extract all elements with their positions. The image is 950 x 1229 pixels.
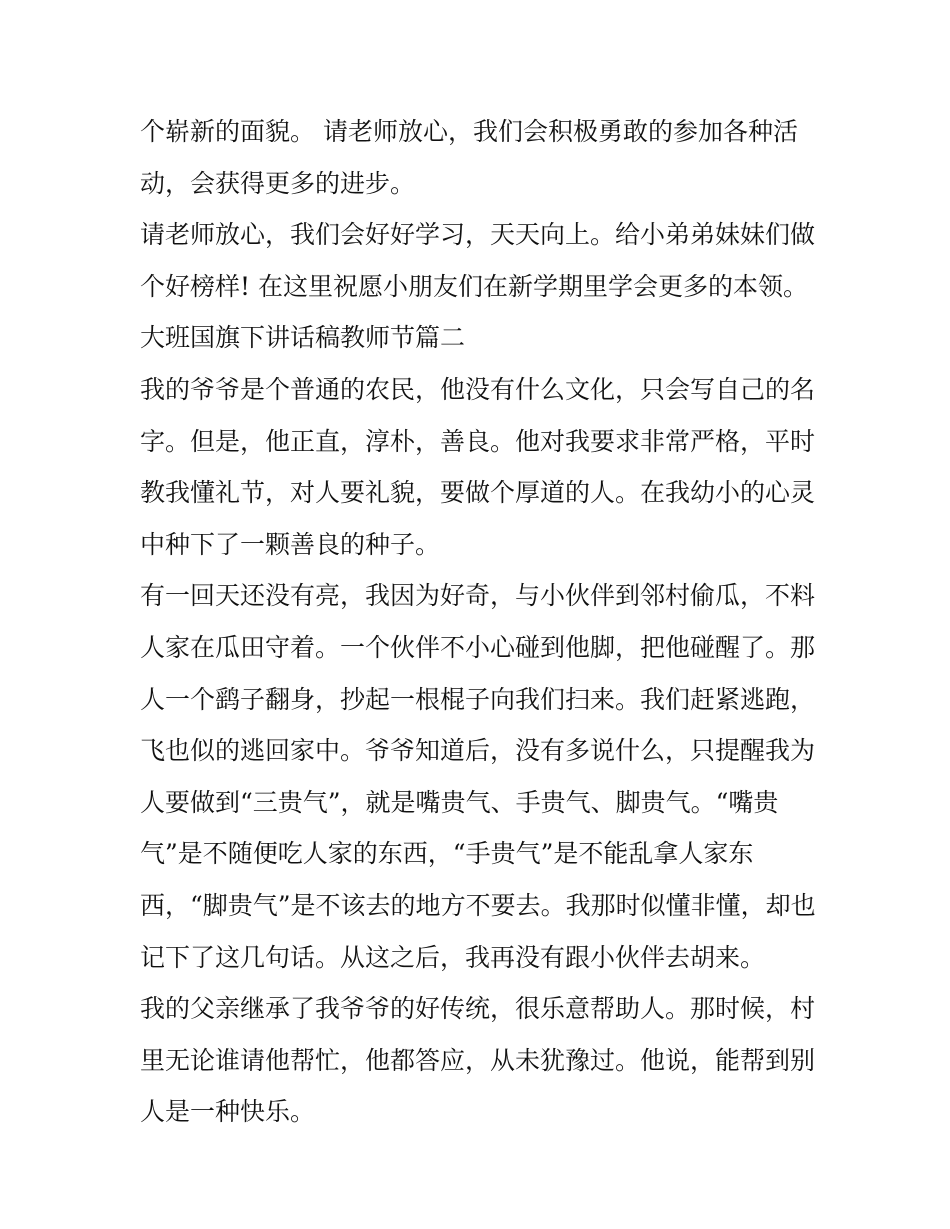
text-line: 人是一种快乐。: [140, 1097, 316, 1127]
text-line: 飞也似的逃回家中。爷爷知道后，没有多说什么，只提醒我为: [140, 736, 816, 766]
text-line: 教我懂礼节，对人要礼貌，要做个厚道的人。在我幼小的心灵: [140, 478, 816, 508]
text-line: 里无论谁请他帮忙，他都答应，从未犹豫过。他说，能帮到别: [140, 1045, 816, 1075]
text-line: 我的父亲继承了我爷爷的好传统，很乐意帮助人。那时候，村: [140, 994, 816, 1024]
text-line: 人家在瓜田守着。一个伙伴不小心碰到他脚，把他碰醒了。那: [140, 632, 816, 662]
text-line: 记下了这几句话。从这之后，我再没有跟小伙伴去胡来。: [140, 942, 766, 972]
text-line: 西，“脚贵气”是不该去的地方不要去。我那时似懂非懂，却也: [140, 890, 816, 920]
text-line: 字。但是，他正直，淳朴，善良。他对我要求非常严格，平时: [140, 426, 816, 456]
text-line: 有一回天还没有亮，我因为好奇，与小伙伴到邻村偷瓜，不料: [140, 581, 816, 611]
section-heading: 大班国旗下讲话稿教师节篇二: [140, 323, 466, 353]
text-line: 请老师放心，我们会好好学习，天天向上。给小弟弟妹妹们做: [140, 220, 816, 250]
text-line: 人一个鹞子翻身，抄起一根棍子向我们扫来。我们赶紧逃跑，: [140, 684, 816, 714]
text-line: 个崭新的面貌。 请老师放心，我们会积极勇敢的参加各种活: [140, 117, 798, 146]
document-body: [140, 106, 820, 1138]
text-line: 动，会获得更多的进步。: [140, 168, 416, 198]
text-line: 个好榜样! 在这里祝愿小朋友们在新学期里学会更多的本领。: [140, 271, 808, 301]
text-line: 我的爷爷是个普通的农民，他没有什么文化，只会写自己的名: [140, 374, 816, 404]
text-line: 气”是不随便吃人家的东西，“手贵气”是不能乱拿人家东: [140, 839, 754, 869]
text-line: 人要做到“三贵气”，就是嘴贵气、手贵气、脚贵气。“嘴贵: [140, 787, 779, 817]
text-line: 中种下了一颗善良的种子。: [140, 529, 441, 559]
